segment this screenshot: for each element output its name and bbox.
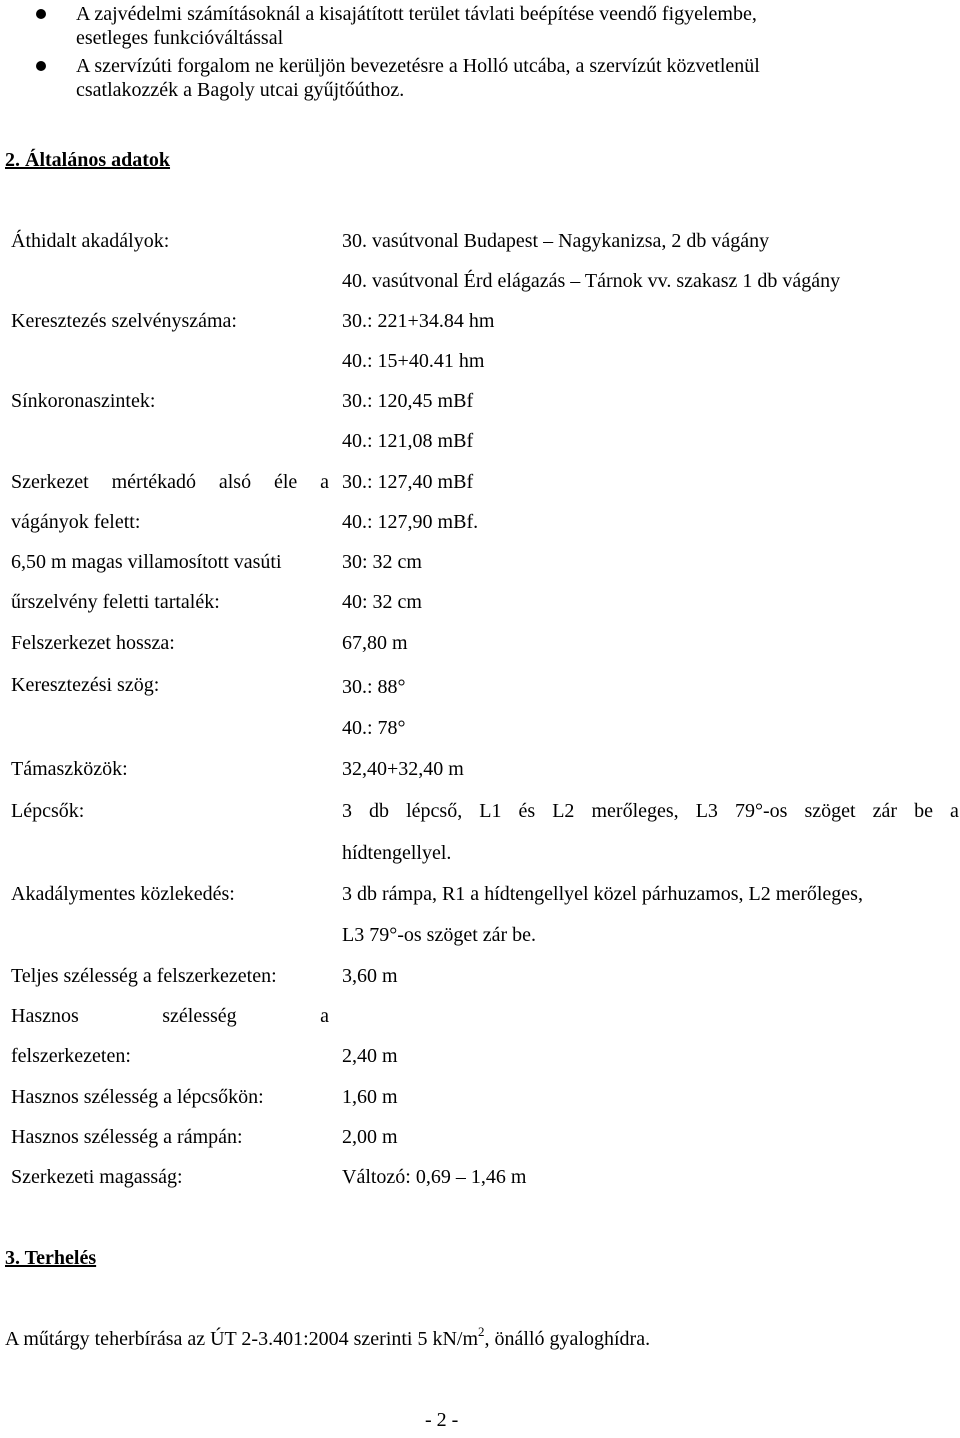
value-teljes-szelesseg: 3,60 m <box>342 965 398 987</box>
value-szerkezet-30: 30.: 127,40 mBf <box>342 471 474 493</box>
label-hasznos-rampan: Hasznos szélesség a rámpán: <box>11 1126 243 1148</box>
label-vagányok-felett: vágányok felett: <box>11 511 141 533</box>
value-szerkezet-40: 40.: 127,90 mBf. <box>342 511 479 533</box>
bullet-2-line-1: A szervízúti forgalom ne kerüljön bevezetésre a Holló utcába, a szervízút közvetlenül <box>76 55 760 77</box>
label-keresztezes-szelvenyszama: Keresztezés szelvényszáma: <box>11 310 237 332</box>
label-word: Szerkezet <box>11 471 89 493</box>
bullet-1-line-2: esetleges funkcióváltással <box>76 27 284 49</box>
label-szerkezet-mertekado <box>11 470 329 494</box>
label-akadalymentes-kozlekedes: Akadálymentes közlekedés: <box>11 883 235 905</box>
label-athidalt-akadalyok: Áthidalt akadályok: <box>11 230 170 252</box>
value-sinkorona-30: 30.: 120,45 mBf <box>342 390 474 412</box>
value-athidalt-2: 40. vasútvonal Érd elágazás – Tárnok vv. szakasz 1 db vágány <box>342 270 841 292</box>
value-word: 3 <box>342 800 352 822</box>
value-word: L2 <box>552 800 575 822</box>
section-3-text <box>5 1324 651 1351</box>
value-word: 79°-os <box>734 800 788 822</box>
page-number: - 2 - <box>425 1409 459 1431</box>
label-felszerkezeten: felszerkezeten: <box>11 1045 131 1067</box>
label-word: szélesség <box>162 1005 237 1027</box>
label-urszelveny-tartalek: űrszelvény feletti tartalék: <box>11 591 220 613</box>
value-hasznos-lepcsokon: 1,60 m <box>342 1086 398 1108</box>
value-tamaszkozok: 32,40+32,40 m <box>342 758 464 780</box>
value-szog-40: 40.: 78° <box>342 717 406 739</box>
value-szelveny-30: 30.: 221+34.84 hm <box>342 310 495 332</box>
label-lepcsok: Lépcsők: <box>11 800 85 822</box>
value-word: L3 <box>695 800 718 822</box>
label-villamositott-vasuti: 6,50 m magas villamosított vasúti <box>11 551 282 573</box>
value-felszerkezet-hossza: 67,80 m <box>342 632 408 654</box>
label-keresztezesi-szog: Keresztezési szög: <box>11 674 160 696</box>
value-hasznos-rampan: 2,00 m <box>342 1126 398 1148</box>
value-akadalymentes-line-2: L3 79°-os szöget zár be. <box>342 924 537 946</box>
label-word: éle <box>273 471 298 493</box>
value-word: lépcső, <box>406 800 463 822</box>
section-2-heading: 2. Általános adatok <box>5 149 171 171</box>
value-akadalymentes-line-1: 3 db rámpa, R1 a hídtengellyel közel párhuzamos, L2 merőleges, <box>342 883 863 905</box>
bullet-dot <box>36 9 46 19</box>
value-tartalek-40: 40: 32 cm <box>342 591 422 613</box>
label-teljes-szelesseg: Teljes szélesség a felszerkezeten: <box>11 965 277 987</box>
label-tamaszkozok: Támaszközök: <box>11 758 128 780</box>
load-text: A műtárgy teherbírása az ÚT 2-3.401:2004 szerinti 5 kN/m <box>5 1328 479 1350</box>
value-word: és <box>518 800 536 822</box>
load-text-end: , önálló gyaloghídra. <box>484 1328 651 1350</box>
label-word: alsó <box>218 471 252 493</box>
label-hasznos-lepcsokon: Hasznos szélesség a lépcsőkön: <box>11 1086 264 1108</box>
value-word: a <box>950 800 959 822</box>
value-sinkorona-40: 40.: 121,08 mBf <box>342 430 474 452</box>
label-word: a <box>320 471 329 493</box>
bullet-2-line-2: csatlakozzék a Bagoly utcai gyűjtőúthoz. <box>76 79 405 101</box>
value-szerkezeti-magassag: Változó: 0,69 – 1,46 m <box>342 1166 527 1188</box>
bullet-1-line-1: A zajvédelmi számításoknál a kisajátított terület távlati beépítése veendő figyelembe, <box>76 3 757 25</box>
label-word: mértékadó <box>111 471 196 493</box>
label-szerkezeti-magassag: Szerkezeti magasság: <box>11 1166 183 1188</box>
value-word: db <box>369 800 390 822</box>
value-word: szöget <box>804 800 856 822</box>
value-tartalek-30: 30: 32 cm <box>342 551 422 573</box>
value-szog-30: 30.: 88° <box>342 676 406 698</box>
value-hasznos-felszerkezet: 2,40 m <box>342 1045 398 1067</box>
value-word: merőleges, <box>591 800 679 822</box>
label-hasznos-szelesseg-felszerkezet <box>11 1004 329 1028</box>
exponent: 2 <box>478 1324 485 1340</box>
value-lepcsok-line-2: hídtengellyel. <box>342 842 452 864</box>
value-word: L1 <box>479 800 502 822</box>
label-sinkoronaszintek: Sínkoronaszintek: <box>11 390 156 412</box>
bullet-dot <box>36 61 46 71</box>
label-word: Hasznos <box>11 1005 79 1027</box>
section-3-heading: 3. Terhelés <box>5 1247 97 1269</box>
value-athidalt-1: 30. vasútvonal Budapest – Nagykanizsa, 2 db vágány <box>342 230 770 252</box>
value-szelveny-40: 40.: 15+40.41 hm <box>342 350 485 372</box>
label-word: a <box>320 1005 329 1027</box>
value-word: be <box>914 800 933 822</box>
value-word: zár <box>872 800 898 822</box>
label-felszerkezet-hossza: Felszerkezet hossza: <box>11 632 175 654</box>
value-lepcsok-line-1 <box>342 799 959 823</box>
